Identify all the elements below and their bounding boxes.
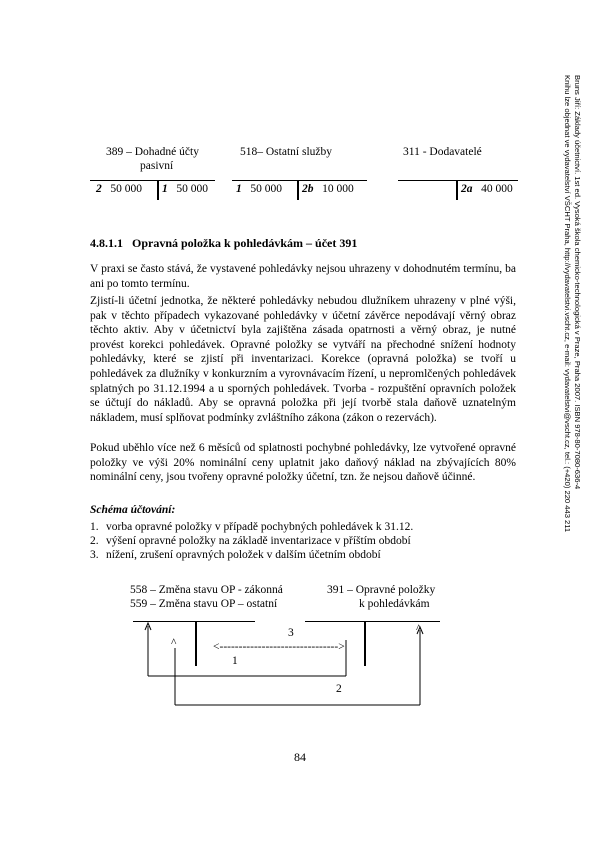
side-citation-line1: Bruns Jiří: Základy účetnictví. 1st ed. Vysoká škola chemicko-technologická v Praze, Praha 2007. ISBN 978-80-7080-636-4 [573,75,582,490]
diagram-label-3: 3 [288,627,294,639]
section-heading: 4.8.1.1 Opravná položka k pohledávkám – účet 391 [90,236,358,250]
list-item: 3. nížení, zrušení opravných položek v dalším účetním období [90,549,381,561]
account-518-debit-entry: 1 50 000 [236,183,282,195]
account-389-title: 389 – Dohadné účty pasivní [106,146,199,172]
diagram-right-title: 391 – Opravné položky k pohledávkám [327,584,436,610]
diagram-arrow-1: <-------------------------------> [213,641,345,653]
diagram-label-2: 2 [336,683,342,695]
schema-label: Schéma účtování: [90,504,176,516]
diagram-left-title: 558 – Změna stavu OP - zákonná 559 – Změna stavu OP – ostatní [130,584,283,610]
paragraph-2: Zjistí-li účetní jednotka, že některé pohledávky nebudou dlužníkem uhrazeny v plné výši, pak v těchto případech vykazované pohledávky v účetní závěrce nepodávají věrný obraz těchto aktiv. Aby v účetnictví byla zajištěna zásada opatrnosti a věrný obraz, je nutné provést korekci pohledávek. Opravné položky se vytváří na přechodné snížení hodnoty pohledávky, které se zjistí při inventarizaci. Korekce (opravná položka) se tvoří u pohledávek za dlužníky v konkurzním a vyrovnávacím řízení, u nepromlčených pohledávek splatných po 31.12.1994 a u sporných pohledávek. Tvorba - rozpuštění opravních položek se účtují do nákladů. Aby se opravná položka při její tvorbě stala daňově uznatelným nákladem, musí splňovat podmínky zvláštního zákona (zákon o rezervách). [90,295,516,424]
paragraph-3: Pokud uběhlo více než 6 měsíců od splatnosti pochybné pohledávky, lze vytvořené opravné položky ve výši 20% nominální ceny uplatnit jako daňový náklad na zbývajících 80% nominální ceny, jsou tvořeny opravné položky účetní, tzn. že nejsou daňově účinné. [90,442,516,484]
list-item: 1. vorba opravné položky v případě pochybných pohledávek k 31.12. [90,521,414,533]
side-citation-line2: Knihu lze objednat ve vydavatelství VŠCHT Praha, http://vydavatelstvi.vscht.cz, e-mail: vydavatelstvi@vscht.cz, tel.: (+420) 220 443 211 [563,75,572,533]
diagram-caret-right: ^ [416,623,422,635]
diagram-label-1: 1 [232,655,238,667]
list-item: 2. výšení opravné položky na základě inventarizace v příštím období [90,535,411,547]
account-311-credit-entry: 2a 40 000 [461,183,513,195]
account-389-credit-entry: 1 50 000 [162,183,208,195]
paragraph-1: V praxi se často stává, že vystavené pohledávky nejsou uhrazeny v dohodnutém termínu, ba ani po tomto termínu. [90,263,516,290]
page-number: 84 [294,750,306,764]
account-518-title: 518– Ostatní služby [240,146,332,158]
account-518-credit-entry: 2b 10 000 [302,183,354,195]
account-389-debit-entry: 2 50 000 [96,183,142,195]
account-311-title: 311 - Dodavatelé [403,146,482,158]
diagram-caret-left: ^ [171,637,177,649]
